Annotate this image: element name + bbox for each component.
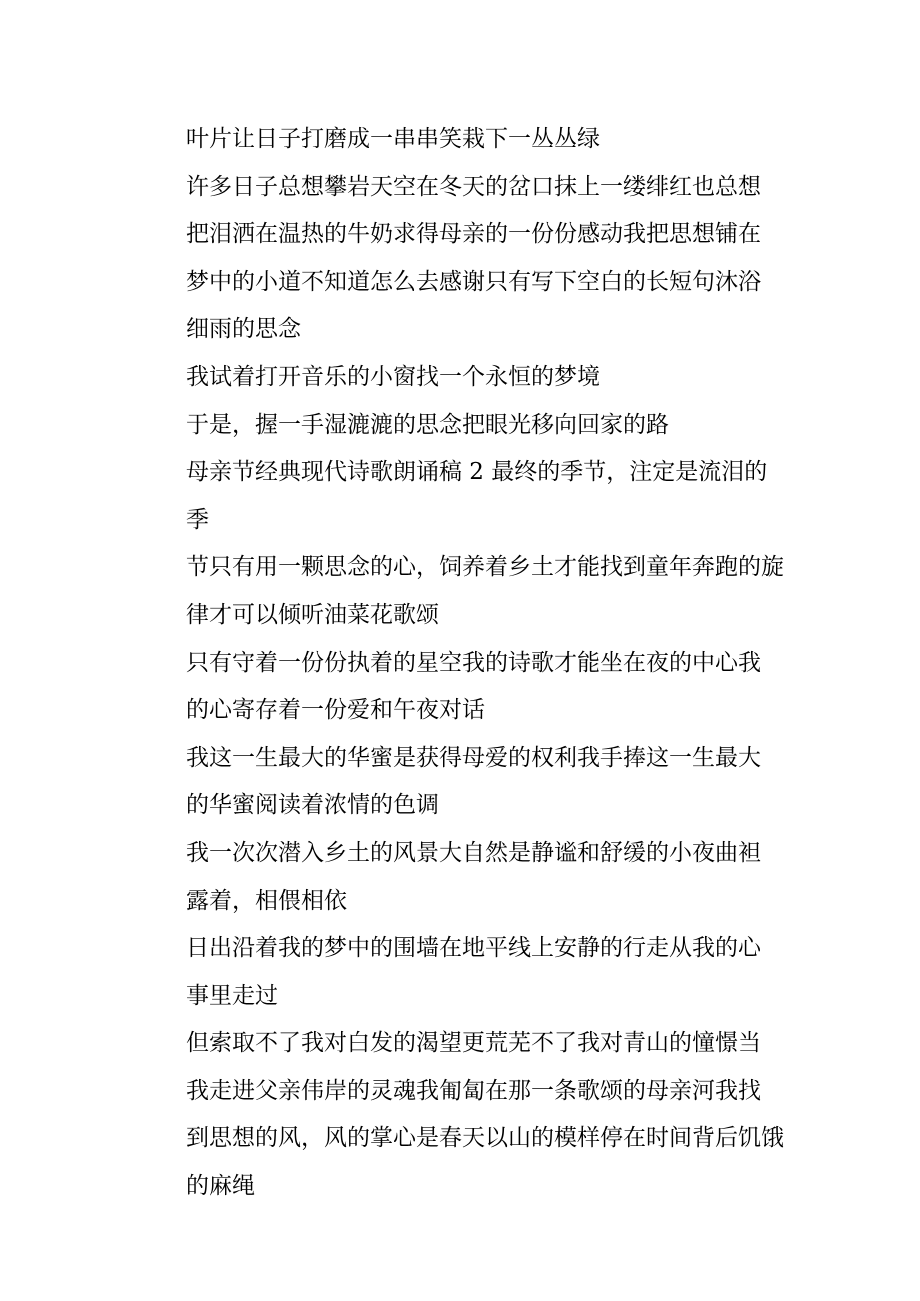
paragraph: 于是，握一手湿漉漉的思念把眼光移向回家的路	[186, 411, 669, 438]
paragraph: 我一次次潜入乡土的风景大自然是静谧和舒缓的小夜曲袒 露着，相偎相依	[186, 839, 761, 914]
paragraph: 许多日子总想攀岩天空在冬天的岔口抹上一缕绯红也总想 把泪洒在温热的牛奶求得母亲的一份份感动我把思想铺在 梦中的小道不知道怎么去感谢只有写下空白的长短句沐浴 细雨的思念	[186, 173, 761, 343]
paragraph: 我这一生最大的华蜜是获得母爱的权利我手捧这一生最大 的华蜜阅读着浓情的色调	[186, 744, 761, 819]
paragraph: 只有守着一份份执着的星空我的诗歌才能坐在夜的中心我 的心寄存着一份爱和午夜对话	[186, 649, 761, 724]
paragraph: 叶片让日子打磨成一串串笑栽下一丛丛绿	[186, 126, 600, 152]
document-body	[186, 116, 786, 1211]
paragraph: 但索取不了我对白发的渴望更荒芜不了我对青山的憧憬当 我走进父亲伟岸的灵魂我匍匐在那一条歌颂的母亲河我找 到思想的风，风的掌心是春天以山的模样停在时间背后饥饿 的麻绳	[186, 1030, 784, 1200]
paragraph: 我试着打开音乐的小窗找一个永恒的梦境	[186, 363, 600, 390]
paragraph: 日出沿着我的梦中的围墙在地平线上安静的行走从我的心 事里走过	[186, 935, 761, 1009]
paragraph: 母亲节经典现代诗歌朗诵稿 2 最终的季节，注定是流泪的季 节只有用一颗思念的心，饲养着乡土才能找到童年奔跑的旋 律才可以倾听油菜花歌颂	[186, 459, 784, 628]
